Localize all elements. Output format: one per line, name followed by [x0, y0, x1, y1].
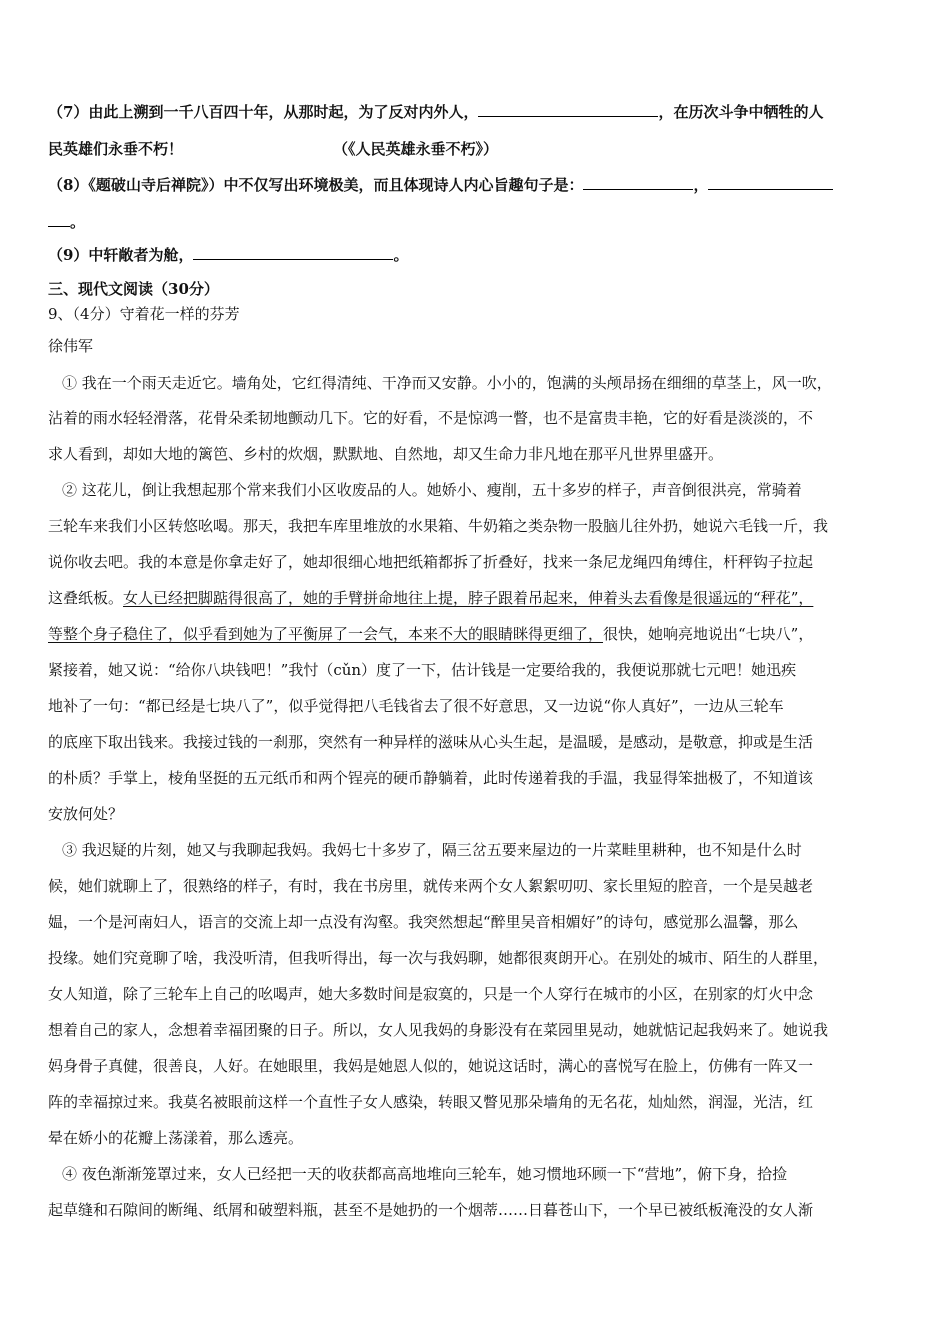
paragraph-4-line-1: ④ 夜色渐渐笼罩过来，女人已经把一天的收获都高高地堆向三轮车，她习惯地环顾一下“营地”，俯下身，拾捡 [62, 1165, 788, 1183]
paragraph-3-line-2: 候，她们就聊上了，很熟络的样子，有时，我在书房里，就传来两个女人絮絮叨叨、家长里短的腔音，一个是吴越老 [48, 877, 814, 895]
paragraph-2-text: 这叠纸板。 [48, 589, 124, 607]
question-8-line-2 [48, 211, 910, 233]
paragraph-2-line-10: 安放何处？ [48, 805, 124, 823]
answer-blank-8b[interactable] [708, 174, 833, 190]
answer-blank-9[interactable] [193, 244, 393, 260]
question-9-text: （9）中轩敞者为舱， [48, 246, 194, 264]
paragraph-2-line-2: 三轮车来我们小区转悠吆喝。那天，我把车库里堆放的水果箱、牛奶箱之类杂物一股脑儿往外扔，她说六毛钱一斤，我 [48, 517, 829, 535]
question-9-end: 。 [393, 246, 409, 264]
question-7-line-1 [48, 101, 910, 123]
paragraph-2-line-5 [48, 623, 910, 645]
question-7-ending: 民英雄们永垂不朽！ [48, 140, 184, 158]
paragraph-3-line-7: 妈身骨子真健，很善良，人好。在她眼里，我妈是她恩人似的，她说这话时，满心的喜悦写在脸上，仿佛有一阵又一 [48, 1057, 814, 1075]
paragraph-2-line-3: 说你收去吧。我的本意是你拿走好了，她却很细心地把纸箱都拆了折叠好，找来一条尼龙绳四角缚住，杆秤钩子拉起 [48, 553, 814, 571]
answer-blank-7[interactable] [478, 101, 658, 117]
paragraph-2-line-4 [48, 587, 910, 609]
question-8-end: 。 [70, 213, 86, 231]
question-7-text-cont: ，在历次斗争中牺牲的人 [658, 103, 824, 121]
paragraph-3-line-6: 想着自己的家人，念想着幸福团聚的日子。所以，女人见我妈的身影没有在菜园里晃动，她就惦记起我妈来了。她说我 [48, 1021, 829, 1039]
underlined-passage-cont: 等整个身子稳住了，似乎看到她为了平衡屏了一会气，本来不大的眼睛眯得更细了， [48, 625, 604, 643]
paragraph-2-line-6: 紧接着，她又说：“给你八块钱吧！”我忖（cǔn）度了一下，估计钱是一定要给我的，我便说那就七元吧！她迅疾 [48, 661, 797, 679]
paragraph-3-line-8: 阵的幸福掠过来。我莫名被眼前这样一个直性子女人感染，转眼又瞥见那朵墙角的无名花，灿灿然，润湿，光洁，红 [48, 1093, 814, 1111]
paragraph-3-line-1: ③ 我迟疑的片刻，她又与我聊起我妈。我妈七十多岁了，隔三岔五要来屋边的一片菜畦里耕种，也不知是什么时 [62, 841, 802, 859]
paragraph-2-line-1: ② 这花儿，倒让我想起那个常来我们小区收废品的人。她娇小、瘦削，五十多岁的样子，声音倒很洪亮，常骑着 [62, 481, 802, 499]
paragraph-3-line-3: 媪，一个是河南妇人，语言的交流上却一点没有沟壑。我突然想起“醉里吴音相媚好”的诗句，感觉那么温馨，那么 [48, 913, 799, 931]
article-author: 徐伟军 [48, 337, 94, 355]
underlined-passage: 女人已经把脚踮得很高了，她的手臂拼命地往上提，脖子跟着吊起来，伸着头去看像是很遥远的“秤花”， [123, 589, 814, 607]
paragraph-1-line-1: ① 我在一个雨天走近它。墙角处，它红得清纯、干净而又安静。小小的，饱满的头颅昂扬在细细的草茎上，风一吹， [62, 374, 832, 392]
paragraph-2-line-8: 的底座下取出钱来。我接过钱的一刹那，突然有一种异样的滋味从心头生起，是温暖，是感动，是敬意，抑或是生活 [48, 733, 814, 751]
answer-blank-8a[interactable] [583, 174, 693, 190]
paragraph-4-line-2: 起草缝和石隙间的断绳、纸屑和破塑料瓶，甚至不是她扔的一个烟蒂……日暮苍山下，一个早已被纸板淹没的女人渐 [48, 1201, 814, 1219]
question-7-line-2 [48, 138, 910, 160]
question-7-source: （《人民英雄永垂不朽》） [333, 140, 499, 158]
paragraph-3-line-5: 女人知道，除了三轮车上自己的吆喝声，她大多数时间是寂寞的，只是一个人穿行在城市的小区，在别家的灯火中念 [48, 985, 814, 1003]
answer-blank-8b-cont[interactable] [48, 211, 70, 227]
reading-item-title: 9、（4分）守着花一样的芬芳 [48, 305, 240, 323]
paragraph-3-line-9: 晕在娇小的花瓣上荡漾着，那么透亮。 [48, 1129, 304, 1147]
question-8-text: （8）《题破山寺后禅院》）中不仅写出环境极美，而且体现诗人内心旨趣句子是： [48, 176, 584, 194]
paragraph-1-line-3: 求人看到，却如大地的篱笆、乡村的炊烟，默默地、自然地，却又生命力非凡地在那平凡世界里盛开。 [48, 445, 724, 463]
paragraph-2-text-cont: 很快，她响亮地说出“七块八”， [603, 625, 814, 643]
question-8-separator: ， [693, 176, 709, 194]
paragraph-2-line-7: 地补了一句：“都已经是七块八了”，似乎觉得把八毛钱省去了很不好意思，又一边说“你人真好”，一边从三轮车 [48, 697, 784, 715]
paragraph-3-line-4: 投缘。她们究竟聊了啥，我没听清，但我听得出，每一次与我妈聊，她都很爽朗开心。在别处的城市、陌生的人群里， [48, 949, 829, 967]
paragraph-2-line-9: 的朴质？手掌上，棱角坚挺的五元纸币和两个锃亮的硬币静躺着，此时传递着我的手温，我显得笨拙极了，不知道该 [48, 769, 814, 787]
question-9-line [48, 244, 910, 266]
question-7-text: （7）由此上溯到一千八百四十年，从那时起，为了反对内外人， [48, 103, 479, 121]
section-heading: 三、现代文阅读（30分） [48, 280, 219, 298]
paragraph-1-line-2: 沾着的雨水轻轻滑落，花骨朵柔韧地颤动几下。它的好看，不是惊鸿一瞥，也不是富贵丰艳，它的好看是淡淡的，不 [48, 409, 814, 427]
question-8-line-1 [48, 174, 910, 196]
